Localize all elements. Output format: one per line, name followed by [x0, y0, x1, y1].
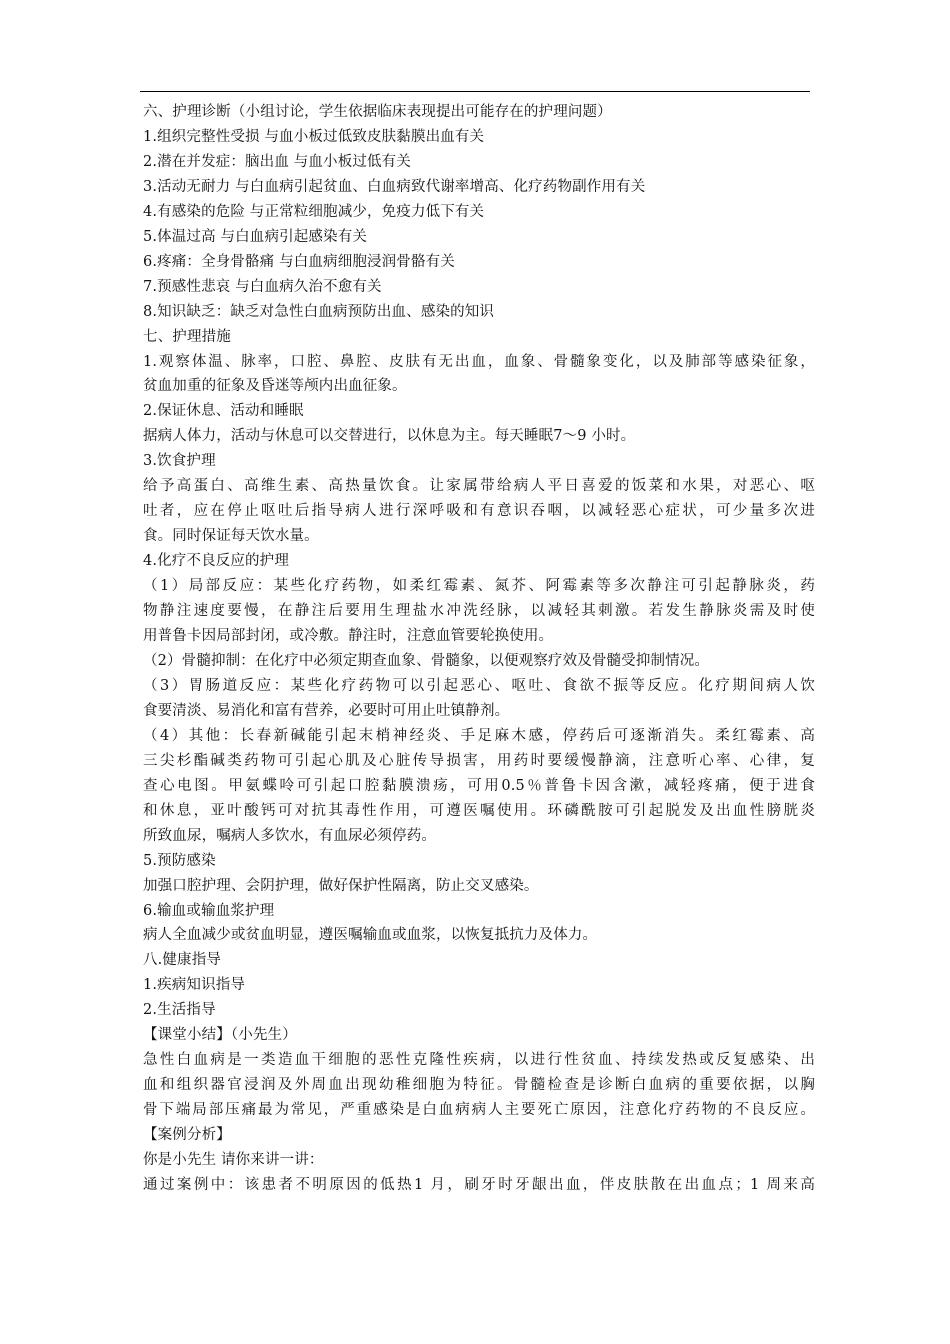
heading-health-guidance: 八.健康指导 — [143, 952, 222, 969]
document-body — [143, 100, 815, 1198]
paragraph-line: （2）骨髓抑制：在化疗中必须定期查血象、骨髓象，以便观察疗效及骨髓受抑制情况。 — [143, 652, 710, 669]
paragraph-line: 贫血加重的征象及昏迷等颅内出血征象。 — [143, 378, 407, 395]
paragraph-line: （3）胃肠道反应：某些化疗药物可以引起恶心、呕吐、食欲不振等反应。化疗期间病人饮 — [143, 677, 815, 694]
diagnosis-item: 7.预感性悲哀 与白血病久治不愈有关 — [143, 278, 382, 295]
subheading: 1.疾病知识指导 — [143, 977, 246, 994]
paragraph-line: 通过案例中：该患者不明原因的低热1 月，刷牙时牙龈出血，伴皮肤散在出血点；1 周来高 — [143, 1176, 815, 1193]
paragraph-line: 查心电图。甲氨蝶呤可引起口腔黏膜溃疡，可用0.5％普鲁卡因含漱，减轻疼痛，便于进食 — [143, 777, 815, 794]
subheading: 2.生活指导 — [143, 1002, 216, 1019]
subheading: 2.保证休息、活动和睡眠 — [143, 403, 304, 420]
paragraph-line: 1.观察体温、脉率，口腔、鼻腔、皮肤有无出血，血象、骨髓象变化，以及肺部等感染征象， — [143, 353, 815, 370]
paragraph-line: 骨下端局部压痛最为常见，严重感染是白血病病人主要死亡原因，注意化疗药物的不良反应。 — [143, 1102, 815, 1119]
paragraph-line: 病人全血减少或贫血明显，遵医嘱输血或血浆，以恢复抵抗力及体力。 — [143, 927, 598, 944]
subheading: 5.预防感染 — [143, 852, 216, 869]
paragraph-line: 所致血尿，嘱病人多饮水，有血尿必须停药。 — [143, 827, 436, 844]
paragraph-line: 三尖杉酯碱类药物可引起心肌及心脏传导损害，用药时要缓慢静滴，注意听心率、心律，复 — [143, 752, 815, 769]
diagnosis-item: 4.有感染的危险 与正常粒细胞减少，免疫力低下有关 — [143, 203, 485, 220]
heading-class-summary: 【课堂小结】（小先生） — [143, 1027, 297, 1044]
paragraph-line: 急性白血病是一类造血干细胞的恶性克隆性疾病，以进行性贫血、持续发热或反复感染、出 — [143, 1052, 815, 1069]
diagnosis-item: 2.潜在并发症：脑出血 与血小板过低有关 — [143, 153, 411, 170]
diagnosis-item: 6.疼痛：全身骨骼痛 与白血病细胞浸润骨骼有关 — [143, 253, 455, 270]
paragraph-line: 和休息，亚叶酸钙可对抗其毒性作用，可遵医嘱使用。环磷酰胺可引起脱发及出血性膀胱炎 — [143, 802, 815, 819]
heading-case-analysis: 【案例分析】 — [143, 1127, 231, 1144]
paragraph-line: 食。同时保证每天饮水量。 — [143, 528, 319, 545]
heading-nursing-measures: 七、护理措施 — [143, 328, 231, 345]
diagnosis-item: 3.活动无耐力 与白血病引起贫血、白血病致代谢率增高、化疗药物副作用有关 — [143, 178, 646, 195]
subheading: 3.饮食护理 — [143, 453, 216, 470]
paragraph-line: 你是小先生 请你来讲一讲： — [143, 1152, 324, 1169]
paragraph-line: 加强口腔护理、会阴护理，做好保护性隔离，防止交叉感染。 — [143, 877, 539, 894]
diagnosis-item: 1.组织完整性受损 与血小板过低致皮肤黏膜出血有关 — [143, 128, 485, 145]
paragraph-line: 给予高蛋白、高维生素、高热量饮食。让家属带给病人平日喜爱的饭菜和水果，对恶心、呕 — [143, 478, 815, 495]
header-rule — [140, 91, 810, 92]
heading-nursing-diagnosis: 六、护理诊断（小组讨论，学生依据临床表现提出可能存在的护理问题） — [143, 104, 612, 120]
subheading: 6.输血或输血浆护理 — [143, 902, 275, 919]
paragraph-line: 物静注速度要慢，在静注后要用生理盐水冲洗经脉，以减轻其刺激。若发生静脉炎需及时使 — [143, 603, 815, 620]
paragraph-line: （4）其他：长春新碱能引起末梢神经炎、手足麻木感，停药后可逐渐消失。柔红霉素、高 — [143, 727, 815, 744]
paragraph-line: （1）局部反应：某些化疗药物，如柔红霉素、氮芥、阿霉素等多次静注可引起静脉炎，药 — [143, 578, 815, 595]
subheading: 4.化疗不良反应的护理 — [143, 553, 289, 570]
paragraph-line: 血和组织器官浸润及外周血出现幼稚细胞为特征。骨髓检查是诊断白血病的重要依据，以胸 — [143, 1077, 815, 1094]
paragraph-line: 用普鲁卡因局部封闭，或冷敷。静注时，注意血管要轮换使用。 — [143, 628, 554, 645]
paragraph-line: 据病人体力，活动与休息可以交替进行，以休息为主。每天睡眠7～9 小时。 — [143, 428, 636, 445]
diagnosis-item: 8.知识缺乏：缺乏对急性白血病预防出血、感染的知识 — [143, 303, 495, 320]
diagnosis-item: 5.体温过高 与白血病引起感染有关 — [143, 228, 367, 245]
paragraph-line: 食要清淡、易消化和富有营养，必要时可用止吐镇静剂。 — [143, 702, 510, 719]
paragraph-line: 吐者，应在停止呕吐后指导病人进行深呼吸和有意识吞咽，以减轻恶心症状，可少量多次进 — [143, 503, 815, 520]
